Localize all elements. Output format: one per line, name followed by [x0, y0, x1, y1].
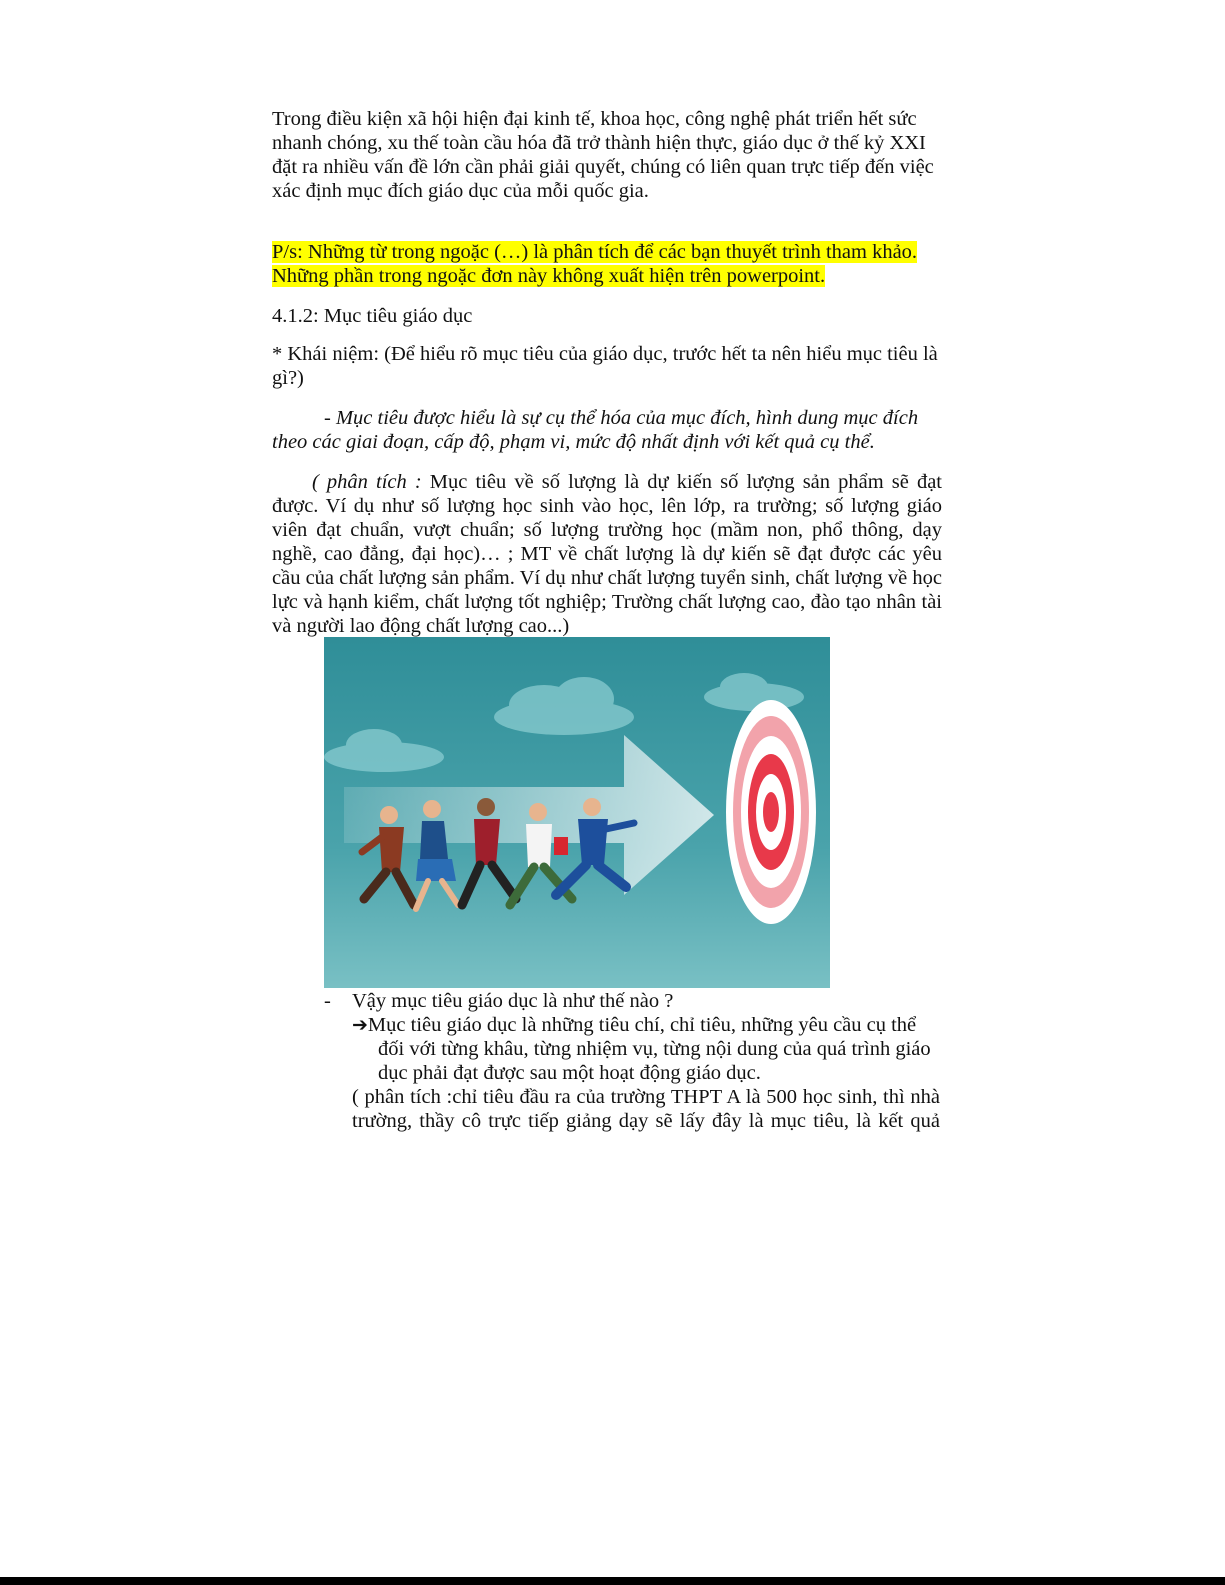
definition-paragraph: - Mục tiêu được hiểu là sự cụ thể hóa của mục đích, hình dung mục đích theo các giai đoạn, cấp độ, phạm vi, mức độ nhất định với kết quả cụ thể. — [272, 407, 919, 453]
intro-paragraph: Trong điều kiện xã hội hiện đại kinh tế, khoa học, công nghệ phát triển hết sức nhanh chóng, xu thế toàn cầu hóa đã trở thành hiện thực, giáo dục ở thế kỷ XXI đặt ra nhiều vấn đề lớn cần phải giải quyết, chúng có liên quan trực tiếp đến việc xác định mục đích giáo dục của mỗi quốc gia. — [272, 108, 934, 202]
question-text: Vậy mục tiêu giáo dục là như thế nào ? — [352, 990, 674, 1012]
goal-illustration — [324, 637, 830, 988]
answer-paragraph — [352, 1013, 940, 1085]
analysis-paragraph — [272, 470, 942, 638]
note-line-2: Những phần trong ngoặc đơn này không xuất hiện trên powerpoint. — [272, 265, 826, 287]
arrow-right-icon: ➔ — [352, 1014, 368, 1036]
concept-paragraph: * Khái niệm: (Để hiểu rõ mục tiêu của giáo dục, trước hết ta nên hiểu mục tiêu là gì?) — [272, 343, 938, 389]
answer-text: Mục tiêu giáo dục là những tiêu chí, chỉ tiêu, những yêu cầu cụ thể đối với từng khâu, từng nhiệm vụ, từng nội dung của quá trình giáo dục phải đạt được sau một hoạt động giáo dục. — [367, 1014, 931, 1084]
page-bottom-border — [0, 1577, 1225, 1585]
note-line-1: P/s: Những từ trong ngoặc (…) là phân tích để các bạn thuyết trình tham khảo. — [272, 241, 918, 263]
section-heading: 4.1.2: Mục tiêu giáo dục — [272, 305, 473, 327]
bullet-dash: - — [324, 990, 331, 1012]
analysis2-paragraph: ( phân tích :chỉ tiêu đầu ra của trường THPT A là 500 học sinh, thì nhà trường, thầy cô trực tiếp giảng dạy sẽ lấy đây là mục tiêu, là kết quả — [352, 1086, 940, 1132]
target-illustration-icon — [324, 637, 830, 988]
analysis-body: Mục tiêu về số lượng là dự kiến số lượng sản phẩm sẽ đạt được. Ví dụ như số lượng học sinh vào học, lên lớp, ra trường; số lượng giáo viên đạt chuẩn, vượt chuẩn; số lượng trường học (mầm non, phổ thông, dạy nghề, cao đẳng, đại học)… ; MT về chất lượng là dự kiến sẽ đạt được các yêu cầu của chất lượng sản phẩm. Ví dụ như chất lượng tuyển sinh, chất lượng về học lực và hạnh kiểm, chất lượng tốt nghiệp; Trường chất lượng cao, đào tạo nhân tài và người lao động chất lượng cao...) — [272, 471, 942, 637]
analysis-label: ( phân tích : — [312, 471, 422, 493]
note-paragraph — [272, 240, 942, 288]
